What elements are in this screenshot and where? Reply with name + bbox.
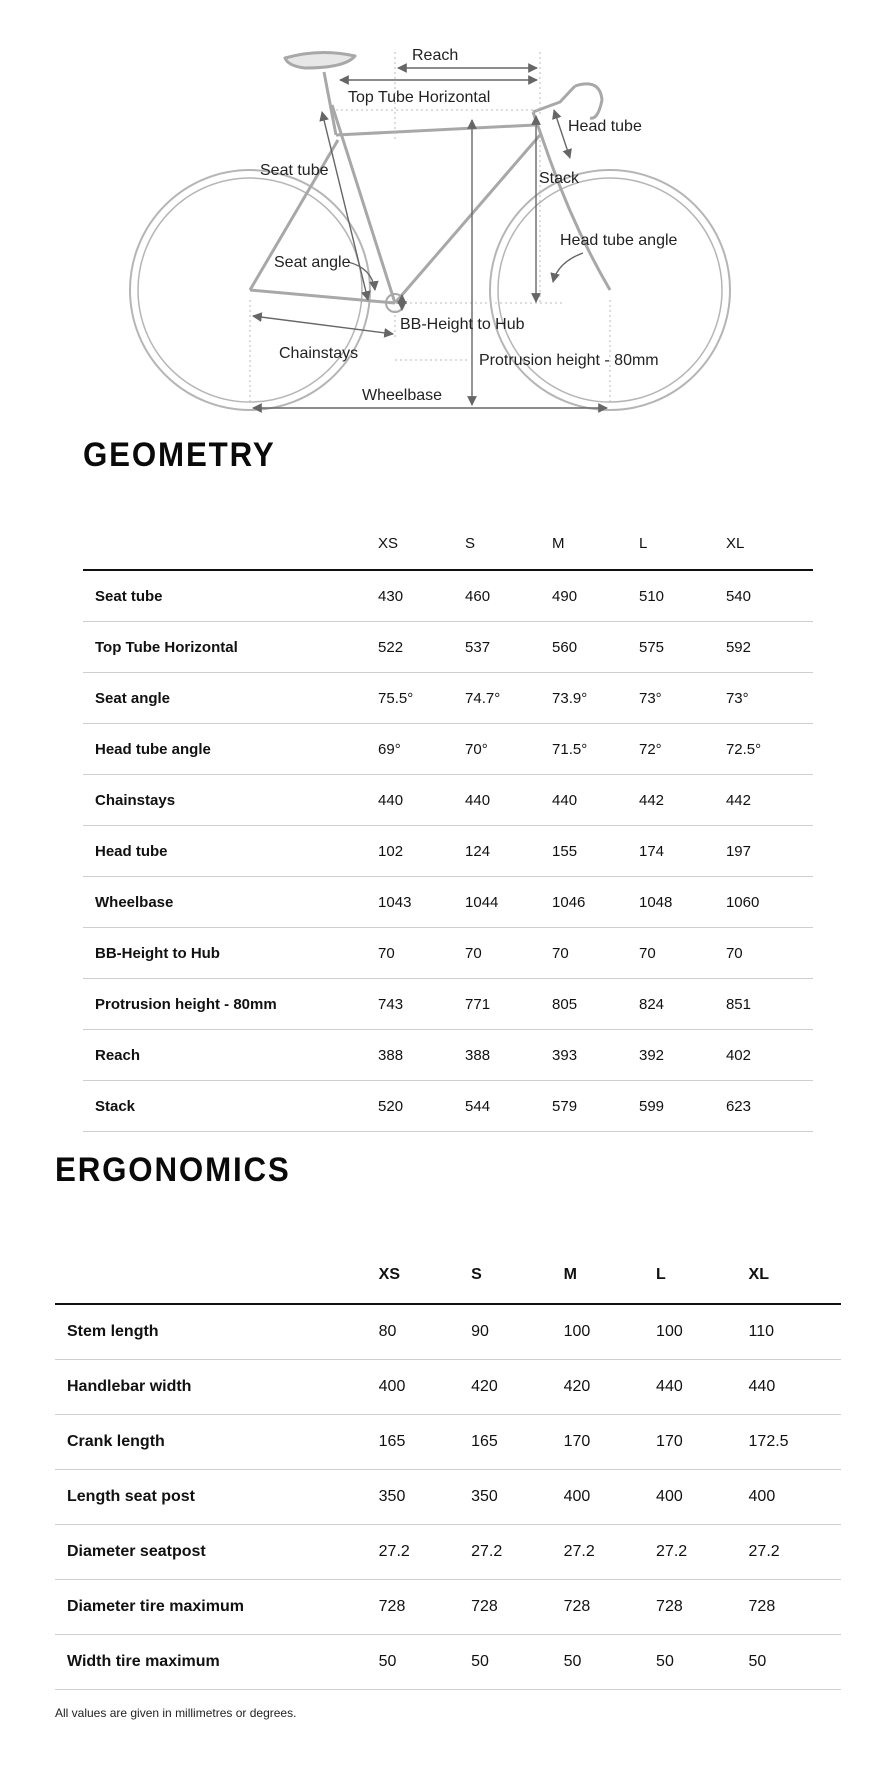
ergonomics-header-row	[55, 1247, 841, 1304]
ergonomics-title: ERGONOMICS	[55, 1151, 291, 1189]
row-label: Diameter tire maximum	[55, 1580, 379, 1635]
table-row	[83, 877, 813, 928]
cell-value: 74.7°	[465, 673, 552, 724]
cell-value: 510	[639, 570, 726, 622]
cell-value: 442	[726, 775, 813, 826]
cell-value: 75.5°	[378, 673, 465, 724]
geometry-header-row	[83, 517, 813, 570]
cell-value: 50	[564, 1635, 656, 1690]
cell-value: 80	[379, 1304, 471, 1360]
row-label: Head tube angle	[83, 724, 378, 775]
cell-value: 420	[471, 1360, 563, 1415]
cell-value: 442	[639, 775, 726, 826]
cell-value: 575	[639, 622, 726, 673]
cell-value: 170	[564, 1415, 656, 1470]
cell-value: 430	[378, 570, 465, 622]
cell-value: 27.2	[749, 1525, 841, 1580]
cell-value: 393	[552, 1030, 639, 1081]
table-row	[83, 775, 813, 826]
cell-value: 27.2	[471, 1525, 563, 1580]
label-seat-tube: Seat tube	[260, 162, 329, 179]
ergonomics-header-label	[55, 1247, 379, 1304]
ergonomics-size-xl: XL	[748, 1266, 769, 1283]
cell-value: 72°	[639, 724, 726, 775]
cell-value: 623	[726, 1081, 813, 1132]
cell-value: 490	[552, 570, 639, 622]
cell-value: 392	[639, 1030, 726, 1081]
cell-value: 400	[749, 1470, 841, 1525]
table-row	[55, 1580, 841, 1635]
geometry-title: GEOMETRY	[83, 436, 276, 474]
cell-value: 400	[656, 1470, 748, 1525]
ergonomics-size-s: S	[471, 1266, 482, 1283]
cell-value: 174	[639, 826, 726, 877]
label-reach: Reach	[412, 47, 459, 64]
cell-value: 70°	[465, 724, 552, 775]
cell-value: 72.5°	[726, 724, 813, 775]
geometry-size-s: S	[465, 534, 476, 552]
geometry-size-xs: XS	[378, 534, 399, 552]
label-top-tube: Top Tube Horizontal	[348, 89, 491, 106]
cell-value: 537	[465, 622, 552, 673]
cell-value: 172.5	[749, 1415, 841, 1470]
row-label: Diameter seatpost	[55, 1525, 379, 1580]
row-label: Stack	[83, 1081, 378, 1132]
cell-value: 110	[749, 1304, 841, 1360]
ergonomics-table	[55, 1247, 841, 1690]
cell-value: 70	[465, 928, 552, 979]
cell-value: 165	[471, 1415, 563, 1470]
row-label: Seat tube	[83, 570, 378, 622]
cell-value: 388	[465, 1030, 552, 1081]
cell-value: 805	[552, 979, 639, 1030]
cell-value: 350	[471, 1470, 563, 1525]
table-row	[55, 1525, 841, 1580]
cell-value: 69°	[378, 724, 465, 775]
cell-value: 728	[471, 1580, 563, 1635]
cell-value: 402	[726, 1030, 813, 1081]
table-row	[55, 1360, 841, 1415]
cell-value: 400	[564, 1470, 656, 1525]
table-row	[83, 979, 813, 1030]
ergonomics-table-body	[55, 1304, 841, 1690]
geometry-size-l: L	[639, 534, 648, 552]
cell-value: 1046	[552, 877, 639, 928]
cell-value: 1060	[726, 877, 813, 928]
cell-value: 71.5°	[552, 724, 639, 775]
table-row	[83, 928, 813, 979]
label-protrusion: Protrusion height - 80mm	[479, 352, 659, 369]
row-label: BB-Height to Hub	[83, 928, 378, 979]
cell-value: 197	[726, 826, 813, 877]
bike-geometry-diagram	[0, 0, 895, 430]
row-label: Width tire maximum	[55, 1635, 379, 1690]
label-bb-height: BB-Height to Hub	[400, 316, 525, 333]
ergonomics-size-l: L	[656, 1266, 666, 1283]
geometry-size-xl: XL	[725, 534, 745, 552]
ergonomics-size-xs: XS	[378, 1266, 400, 1283]
row-label: Stem length	[55, 1304, 379, 1360]
cell-value: 73.9°	[552, 673, 639, 724]
table-row	[83, 1081, 813, 1132]
cell-value: 170	[656, 1415, 748, 1470]
label-head-tube: Head tube	[568, 118, 642, 135]
cell-value: 743	[378, 979, 465, 1030]
cell-value: 599	[639, 1081, 726, 1132]
cell-value: 400	[379, 1360, 471, 1415]
cell-value: 73°	[726, 673, 813, 724]
row-label: Head tube	[83, 826, 378, 877]
cell-value: 440	[656, 1360, 748, 1415]
table-row	[83, 622, 813, 673]
cell-value: 155	[552, 826, 639, 877]
cell-value: 420	[564, 1360, 656, 1415]
cell-value: 728	[379, 1580, 471, 1635]
cell-value: 540	[726, 570, 813, 622]
footnote: All values are given in millimetres or degrees.	[55, 1706, 297, 1720]
cell-value: 579	[552, 1081, 639, 1132]
row-label: Reach	[83, 1030, 378, 1081]
cell-value: 771	[465, 979, 552, 1030]
cell-value: 50	[749, 1635, 841, 1690]
cell-value: 440	[552, 775, 639, 826]
geometry-header-label	[83, 517, 378, 570]
row-label: Handlebar width	[55, 1360, 379, 1415]
table-row	[83, 673, 813, 724]
cell-value: 350	[379, 1470, 471, 1525]
cell-value: 728	[564, 1580, 656, 1635]
table-row	[55, 1304, 841, 1360]
row-label: Top Tube Horizontal	[83, 622, 378, 673]
cell-value: 592	[726, 622, 813, 673]
cell-value: 1044	[465, 877, 552, 928]
cell-value: 90	[471, 1304, 563, 1360]
cell-value: 73°	[639, 673, 726, 724]
table-row	[83, 1030, 813, 1081]
geometry-table-body	[83, 570, 813, 1132]
row-label: Chainstays	[83, 775, 378, 826]
table-row	[83, 826, 813, 877]
cell-value: 560	[552, 622, 639, 673]
table-row	[83, 570, 813, 622]
cell-value: 1043	[378, 877, 465, 928]
label-seat-angle: Seat angle	[274, 254, 351, 271]
geometry-table	[83, 517, 813, 1132]
row-label: Wheelbase	[83, 877, 378, 928]
cell-value: 824	[639, 979, 726, 1030]
cell-value: 70	[639, 928, 726, 979]
row-label: Protrusion height - 80mm	[83, 979, 378, 1030]
cell-value: 70	[378, 928, 465, 979]
label-chainstays: Chainstays	[279, 345, 359, 362]
cell-value: 50	[471, 1635, 563, 1690]
cell-value: 50	[656, 1635, 748, 1690]
cell-value: 27.2	[656, 1525, 748, 1580]
table-row	[55, 1470, 841, 1525]
cell-value: 544	[465, 1081, 552, 1132]
cell-value: 100	[564, 1304, 656, 1360]
cell-value: 388	[378, 1030, 465, 1081]
row-label: Crank length	[55, 1415, 379, 1470]
table-row	[83, 724, 813, 775]
label-wheelbase: Wheelbase	[362, 387, 443, 404]
label-stack: Stack	[539, 170, 580, 187]
row-label: Seat angle	[83, 673, 378, 724]
cell-value: 124	[465, 826, 552, 877]
cell-value: 440	[749, 1360, 841, 1415]
cell-value: 728	[656, 1580, 748, 1635]
cell-value: 50	[379, 1635, 471, 1690]
label-head-tube-angle: Head tube angle	[560, 232, 678, 249]
cell-value: 100	[656, 1304, 748, 1360]
cell-value: 851	[726, 979, 813, 1030]
cell-value: 728	[749, 1580, 841, 1635]
table-row	[55, 1415, 841, 1470]
cell-value: 70	[552, 928, 639, 979]
row-label: Length seat post	[55, 1470, 379, 1525]
geometry-size-m: M	[552, 534, 565, 552]
cell-value: 27.2	[379, 1525, 471, 1580]
cell-value: 440	[465, 775, 552, 826]
cell-value: 520	[378, 1081, 465, 1132]
cell-value: 70	[726, 928, 813, 979]
cell-value: 165	[379, 1415, 471, 1470]
cell-value: 522	[378, 622, 465, 673]
cell-value: 440	[378, 775, 465, 826]
cell-value: 460	[465, 570, 552, 622]
ergonomics-size-m: M	[563, 1266, 577, 1283]
cell-value: 27.2	[564, 1525, 656, 1580]
cell-value: 102	[378, 826, 465, 877]
cell-value: 1048	[639, 877, 726, 928]
table-row	[55, 1635, 841, 1690]
